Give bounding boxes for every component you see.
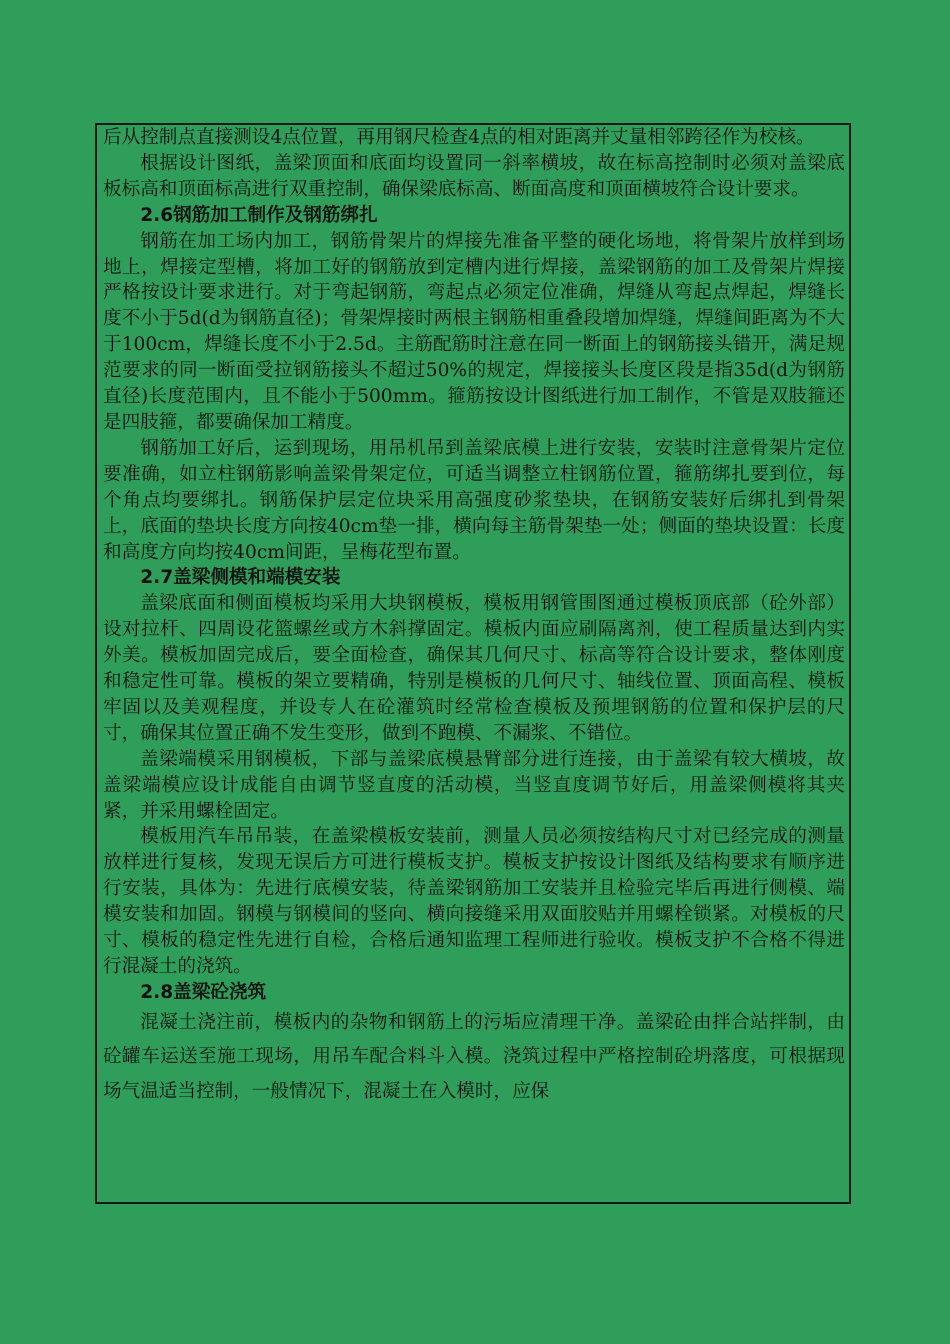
paragraph-rebar-processing: 钢筋在加工场内加工，钢筋骨架片的焊接先准备平整的硬化场地，将骨架片放样到场地上，焊接定型槽，将加工好的钢筋放到定槽内进行焊接，盖梁钢筋的加工及骨架片焊接严格按设计要求进行。对于弯起钢筋，弯起点必须定位准确，焊缝从弯起点焊起，焊缝长度不小于5d(d为钢筋直径)；骨架焊接时两根主钢筋相重叠段增加焊缝，焊缝间距离为不大于100cm，焊缝长度不小于2.5d。主筋配筋时注意在同一断面上的钢筋接头错开，满足规范要求的同一断面受拉钢筋接头不超过50%的规定，焊接接头长度区段是指35d(d为钢筋直径)长度范围内，且不能小于500mm。箍筋按设计图纸进行加工制作，不管是双肢箍还是四肢箍，都要确保加工精度。 [103,230,845,433]
document-frame [95,123,851,1204]
paragraph-end-formwork: 盖梁端模采用钢模板，下部与盖梁底模悬臂部分进行连接，由于盖梁有较大横坡，故盖梁端模应设计成能自由调节竖直度的活动模，当竖直度调节好后，用盖梁侧模将其夹紧，并采用螺栓固定。 [103,748,845,822]
paragraph-rebar-installation: 钢筋加工好后，运到现场，用吊机吊到盖梁底模上进行安装，安装时注意骨架片定位要准确，如立柱钢筋影响盖梁骨架定位，可适当调整立柱钢筋位置，箍筋绑扎要到位，每个角点均要绑扎。钢筋保护层定位块采用高强度砂浆垫块，在钢筋安装好后绑扎到骨架上，底面的垫块长度方向按40cm垫一排，横向每主筋骨架垫一处；侧面的垫块设置：长度和高度方向均按40cm间距，呈梅花型布置。 [103,437,845,563]
section-heading-2-7: 2.7盖梁侧模和端模安装 [140,567,341,589]
paragraph-concrete-pouring: 混凝土浇注前，模板内的杂物和钢筋上的污垢应清理干净。盖梁砼由拌合站拌制，由砼罐车运送至施工现场，用吊车配合料斗入模。浇筑过程中严格控制砼坍落度，可根据现场气温适当控制，一般情况下，混凝土在入模时，应保 [103,1011,845,1102]
paragraph-continuation: 后从控制点直接测设4点位置，再用钢尺检查4点的相对距离并丈量相邻跨径作为校核。 [103,127,815,148]
paragraph-elevation-control: 根据设计图纸，盖梁顶面和底面均设置同一斜率横坡，故在标高控制时必须对盖梁底板标高和顶面标高进行双重控制，确保梁底标高、断面高度和顶面横坡符合设计要求。 [103,152,845,200]
document-body [97,125,849,1109]
paragraph-side-formwork: 盖梁底面和侧面模板均采用大块钢模板，模板用钢管围图通过模板顶底部（砼外部）设对拉杆、四周设花篮螺丝或方木斜撑固定。模板内面应刷隔离剂，使工程质量达到内实外美。模板加固完成后，要全面检查，确保其几何尺寸、标高等符合设计要求，整体刚度和稳定性可靠。模板的架立要精确，特别是模板的几何尺寸、轴线位置、顶面高程、模板牢固以及美观程度，并设专人在砼灌筑时经常检查模板及预埋钢筋的位置和保护层的尺寸，确保其位置正确不发生变形，做到不跑模、不漏浆、不错位。 [103,593,845,744]
section-heading-2-8: 2.8盖梁砼浇筑 [140,981,267,1003]
section-heading-2-6: 2.6钢筋加工制作及钢筋绑扎 [140,204,378,226]
paragraph-formwork-hoisting: 模板用汽车吊吊装，在盖梁模板安装前，测量人员必须按结构尺寸对已经完成的测量放样进行复核，发现无误后方可进行模板支护。模板支护按设计图纸及结构要求有顺序进行安装，具体为：先进行底模安装，待盖梁钢筋加工安装并且检验完毕后再进行侧模、端模安装和加固。钢模与钢模间的竖向、横向接缝采用双面胶贴并用螺栓锁紧。对模板的尺寸、模板的稳定性先进行自检，合格后通知监理工程师进行验收。模板支护不合格不得进行混凝土的浇筑。 [103,826,845,977]
